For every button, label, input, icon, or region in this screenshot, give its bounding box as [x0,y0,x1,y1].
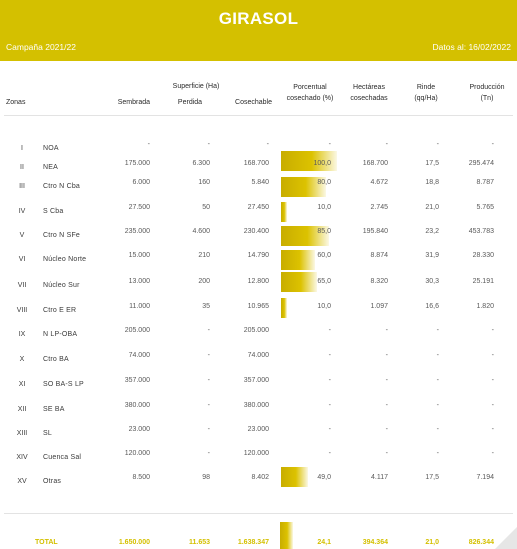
row-produccion: - [491,377,494,384]
row-perdida: - [207,402,210,409]
row-hectareas: 4.672 [370,179,388,186]
col-hectareas-line1: Hectáreas [353,84,385,91]
col-rinde-line2: (qq/Ha) [414,95,438,102]
row-hectareas: 168.700 [362,160,388,167]
row-sembrada: 8.500 [132,474,150,481]
row-rinde: - [436,450,439,457]
row-sembrada: - [147,141,150,148]
row-sembrada: 357.000 [124,377,150,384]
row-sembrada: 380.000 [124,402,150,409]
row-perdida: 200 [198,278,210,285]
total-perdida: 11.653 [188,539,210,546]
col-hectareas-line2: cosechadas [350,95,388,102]
row-cosechable: 74.000 [247,352,269,359]
row-hectareas: - [385,450,388,457]
row-perdida: - [207,352,210,359]
col-zonas: Zonas [6,99,26,106]
col-sembrada: Sembrada [117,99,150,106]
row-number: I [21,145,23,152]
row-pct: 10,0 [317,303,331,310]
total-row [0,522,517,544]
row-pct: - [328,327,331,334]
row-rinde: 18,8 [425,179,439,186]
total-rinde: 21,0 [425,539,439,546]
row-sembrada: 23.000 [128,426,150,433]
row-pct: - [328,450,331,457]
col-porcentual-line2: cosechado (%) [286,95,334,102]
row-produccion: - [491,352,494,359]
row-produccion: 453.783 [468,228,494,235]
row-produccion: 5.765 [476,204,494,211]
row-cosechable: 14.790 [247,252,269,259]
row-pct: - [328,141,331,148]
row-hectareas: 8.320 [370,278,388,285]
row-rinde: 31,9 [425,252,439,259]
total-hectareas: 394.364 [362,539,388,546]
row-hectareas: 195.840 [362,228,388,235]
row-number: XIII [16,430,28,437]
row-produccion: - [491,141,494,148]
row-cosechable: 12.800 [247,278,269,285]
row-rinde: 17,5 [425,474,439,481]
row-perdida: 50 [202,204,210,211]
row-sembrada: 11.000 [129,303,150,310]
row-hectareas: - [385,377,388,384]
row-rinde: - [436,327,439,334]
row-perdida: 210 [198,252,210,259]
col-superficie: Superficie (Ha) [172,83,220,90]
row-produccion: 295.474 [468,160,494,167]
row-perdida: - [207,426,210,433]
row-pct: 65,0 [317,278,331,285]
row-produccion: 8.787 [476,179,494,186]
row-cosechable: 168.700 [243,160,269,167]
row-cosechable: - [266,141,269,148]
row-zone: Núcleo Sur [43,282,80,289]
row-perdida: 35 [202,303,210,310]
col-perdida: Perdida [177,99,203,106]
row-number: III [19,183,25,190]
row-cosechable: 23.000 [247,426,269,433]
row-zone: Cuenca Sal [43,454,82,461]
row-zone: SE BA [43,406,65,413]
row-pct: 49,0 [317,474,331,481]
data-date-label: Datos al: 16/02/2022 [432,42,511,52]
row-pct: - [328,426,331,433]
row-sembrada: 27.500 [128,204,150,211]
total-produccion: 826.344 [468,539,494,546]
row-pct: - [328,402,331,409]
row-hectareas: - [385,352,388,359]
row-produccion: 25.191 [472,278,494,285]
total-pct: 24,1 [317,539,331,546]
row-rinde: 23,2 [425,228,439,235]
col-cosechable: Cosechable [235,99,272,106]
row-number: II [20,164,24,171]
row-produccion: 28.330 [472,252,494,259]
row-cosechable: 205.000 [243,327,269,334]
row-rinde: - [436,426,439,433]
row-zone: Ctro BA [43,356,69,363]
row-number: XV [17,478,27,485]
row-pct: 85,0 [317,228,331,235]
col-produccion [462,82,512,104]
row-pct: 60,0 [317,252,331,259]
row-number: V [19,232,25,239]
row-zone: NEA [43,164,58,171]
col-porcentual-line1: Porcentual [293,84,327,91]
row-hectareas: - [385,327,388,334]
row-rinde: 17,5 [425,160,439,167]
row-produccion: - [491,426,494,433]
row-cosechable: 27.450 [247,204,269,211]
pct-bar [281,202,287,222]
row-sembrada: 13.000 [128,278,150,285]
row-number: XI [18,381,26,388]
row-cosechable: 380.000 [243,402,269,409]
page-title: GIRASOL [218,9,299,28]
row-number: IX [18,331,26,338]
row-zone: Ctro N Cba [43,183,81,190]
row-sembrada: 175.000 [124,160,150,167]
col-produccion-line2: (Tn) [480,95,494,102]
col-rinde [408,82,444,104]
row-zone: Ctro N SFe [43,232,81,239]
row-perdida: 6.300 [192,160,210,167]
header-separator [4,115,513,116]
row-hectareas: - [385,426,388,433]
row-hectareas: 1.097 [370,303,388,310]
col-rinde-line1: Rinde [416,84,436,91]
row-perdida: 4.600 [192,228,210,235]
row-zone: NOA [43,145,59,152]
row-produccion: 7.194 [476,474,494,481]
row-pct: - [328,352,331,359]
row-produccion: - [491,450,494,457]
row-produccion: 1.820 [476,303,494,310]
row-sembrada: 15.000 [128,252,150,259]
row-cosechable: 5.840 [251,179,269,186]
row-zone: SL [43,430,52,437]
total-label: TOTAL [35,539,58,546]
row-pct: 100,0 [313,160,331,167]
row-perdida: - [207,377,210,384]
row-rinde: - [436,352,439,359]
total-cosechable: 1.638.347 [237,539,269,546]
total-separator [4,513,513,514]
row-hectareas: 8.874 [370,252,388,259]
row-perdida: - [207,450,210,457]
row-number: IV [18,208,26,215]
total-sembrada: 1.650.000 [118,539,150,546]
col-hectareas [343,82,395,104]
row-pct: 80,0 [317,179,331,186]
row-rinde: - [436,141,439,148]
row-cosechable: 120.000 [243,450,269,457]
row-number: XII [17,406,27,413]
header-banner [0,0,517,61]
row-sembrada: 120.000 [124,450,150,457]
row-sembrada: 205.000 [124,327,150,334]
row-hectareas: - [385,141,388,148]
row-produccion: - [491,327,494,334]
row-rinde: 16,6 [425,303,439,310]
row-produccion: - [491,402,494,409]
row-zone: Núcleo Norte [43,256,87,263]
row-rinde: - [436,402,439,409]
col-produccion-line1: Producción [469,84,505,91]
row-zone: SO BA-S LP [43,381,84,388]
row-sembrada: 6.000 [132,179,150,186]
row-rinde: 21,0 [425,204,439,211]
row-pct: 10,0 [317,204,331,211]
row-hectareas: - [385,402,388,409]
row-zone: S Cba [43,208,64,215]
row-cosechable: 357.000 [243,377,269,384]
row-pct: - [328,377,331,384]
row-number: VII [17,282,27,289]
row-perdida: 98 [202,474,210,481]
row-sembrada: 74.000 [128,352,150,359]
row-cosechable: 230.400 [243,228,269,235]
row-zone: Otras [43,478,62,485]
row-zone: N LP-OBA [43,331,78,338]
row-number: VI [18,256,26,263]
row-rinde: - [436,377,439,384]
row-zone: Ctro E ER [43,307,77,314]
col-porcentual [277,82,343,104]
row-cosechable: 8.402 [251,474,269,481]
campaign-label: Campaña 2021/22 [6,42,76,52]
row-number: XIV [16,454,28,461]
row-perdida: - [207,141,210,148]
row-perdida: - [207,327,210,334]
row-number: VIII [16,307,28,314]
row-rinde: 30,3 [425,278,439,285]
row-hectareas: 4.117 [371,474,388,481]
page-corner-fold [495,527,517,549]
row-number: X [19,356,25,363]
row-perdida: 160 [198,179,210,186]
row-cosechable: 10.965 [247,303,269,310]
row-hectareas: 2.745 [370,204,388,211]
row-sembrada: 235.000 [124,228,150,235]
pct-bar [281,298,287,318]
